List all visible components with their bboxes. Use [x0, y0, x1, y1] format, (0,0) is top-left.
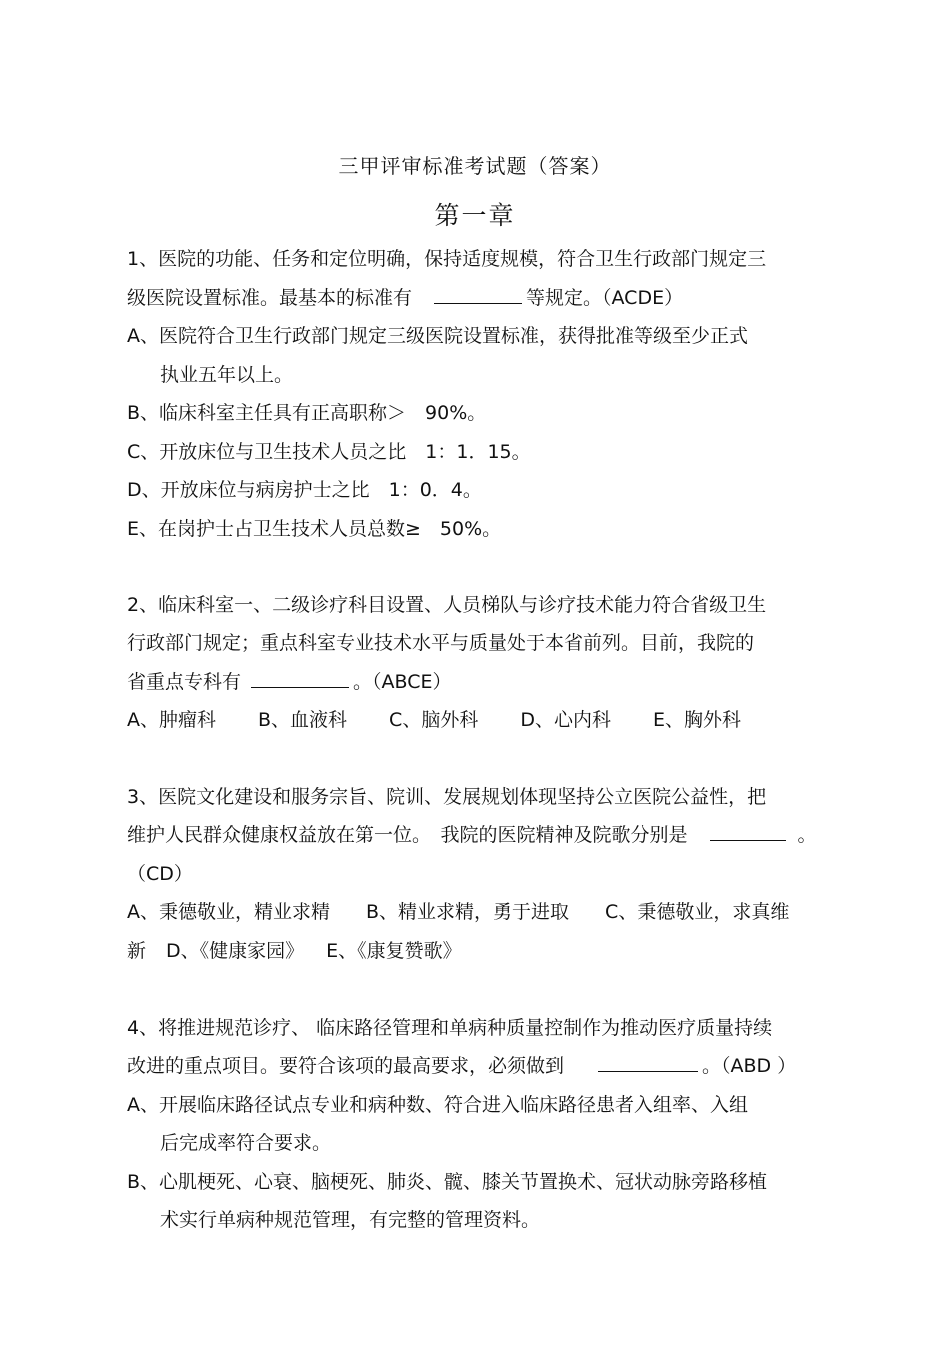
q3-options-line-2	[127, 938, 462, 964]
q4-option-b-line-2: 术实行单病种规范管理，有完整的管理资料。	[160, 1209, 541, 1231]
q1-option-c: C、开放床位与卫生技术人员之比 1：1．15。	[127, 441, 531, 463]
q3-stem-end: 。	[797, 824, 817, 846]
q2-answer-blank	[251, 669, 349, 688]
q3-stem-line-2	[127, 822, 817, 848]
q1-option-b: B、临床科室主任具有正高职称＞ 90%。	[127, 402, 487, 424]
q3-option-d: D、《健康家园》	[166, 940, 305, 962]
q1-option-a-line-2: 执业五年以上。	[160, 364, 294, 386]
q2-option-b: B、血液科	[258, 709, 348, 731]
q2-stem-line-2: 行政部门规定；重点科室专业技术水平与质量处于本省前列。目前，我院的	[127, 632, 755, 654]
q2-stem-line-1: 2、临床科室一、二级诊疗科目设置、人员梯队与诊疗技术能力符合省级卫生	[127, 594, 767, 616]
q3-option-a: A、秉德敬业，精业求精	[127, 901, 330, 923]
q3-stem-line-1: 3、医院文化建设和服务宗旨、院训、发展规划体现坚持公立医院公益性，把	[127, 786, 767, 808]
q4-option-a-line-2: 后完成率符合要求。	[160, 1132, 332, 1154]
q4-option-a-line-1: A、开展临床路径试点专业和病种数、符合进入临床路径患者入组率、入组	[127, 1094, 748, 1116]
q4-stem-line-2	[127, 1053, 796, 1079]
q2-option-e: E、胸外科	[652, 709, 741, 731]
q2-stem-text: 省重点专科有	[127, 671, 242, 693]
q4-stem-line-1: 4、将推进规范诊疗、 临床路径管理和单病种质量控制作为推动医疗质量持续	[127, 1017, 773, 1039]
chapter-heading: 第一章	[434, 201, 516, 230]
q1-stem-line-1: 1、医院的功能、任务和定位明确，保持适度规模，符合卫生行政部门规定三	[127, 248, 767, 270]
q4-answer-blank	[598, 1053, 698, 1072]
q1-option-e: E、在岗护士占卫生技术人员总数≥ 50%。	[127, 518, 502, 540]
document-title: 三甲评审标准考试题（答案）	[338, 154, 612, 178]
q1-stem-line-2	[127, 285, 683, 311]
q1-stem-text: 级医院设置标准。最基本的标准有	[127, 287, 413, 309]
q2-answer-key: 。（ABCE）	[353, 671, 452, 693]
q1-answer-key: 等规定。（ACDE）	[526, 287, 684, 309]
q1-option-a-line-1: A、医院符合卫生行政部门规定三级医院设置标准，获得批准等级至少正式	[127, 325, 748, 347]
q3-option-e: E、《康复赞歌》	[326, 940, 462, 962]
q3-options-line-1	[127, 899, 789, 925]
q2-options-line	[127, 707, 741, 733]
q2-stem-line-3	[127, 669, 452, 695]
q4-option-b-line-1: B、心肌梗死、心衰、脑梗死、肺炎、髋、膝关节置换术、冠状动脉旁路移植	[127, 1171, 768, 1193]
q3-option-c-part-2: 新	[127, 940, 147, 962]
q2-option-c: C、脑外科	[389, 709, 479, 731]
q4-stem-text: 改进的重点项目。要符合该项的最高要求，必须做到	[127, 1055, 565, 1077]
q3-stem-text: 维护人民群众健康权益放在第一位。 我院的医院精神及院歌分别是	[127, 824, 688, 846]
q4-answer-key: 。（ABD ）	[702, 1055, 797, 1077]
q1-answer-blank	[434, 285, 522, 304]
q3-option-b: B、精业求精，勇于进取	[366, 901, 570, 923]
q3-answer-blank	[710, 822, 786, 841]
q3-answer-key: （CD）	[127, 863, 193, 885]
q2-option-d: D、心内科	[520, 709, 611, 731]
q3-option-c-part-1: C、秉德敬业，求真维	[605, 901, 790, 923]
q2-option-a: A、肿瘤科	[127, 709, 216, 731]
q1-option-d: D、开放床位与病房护士之比 1：0．4。	[127, 479, 482, 501]
